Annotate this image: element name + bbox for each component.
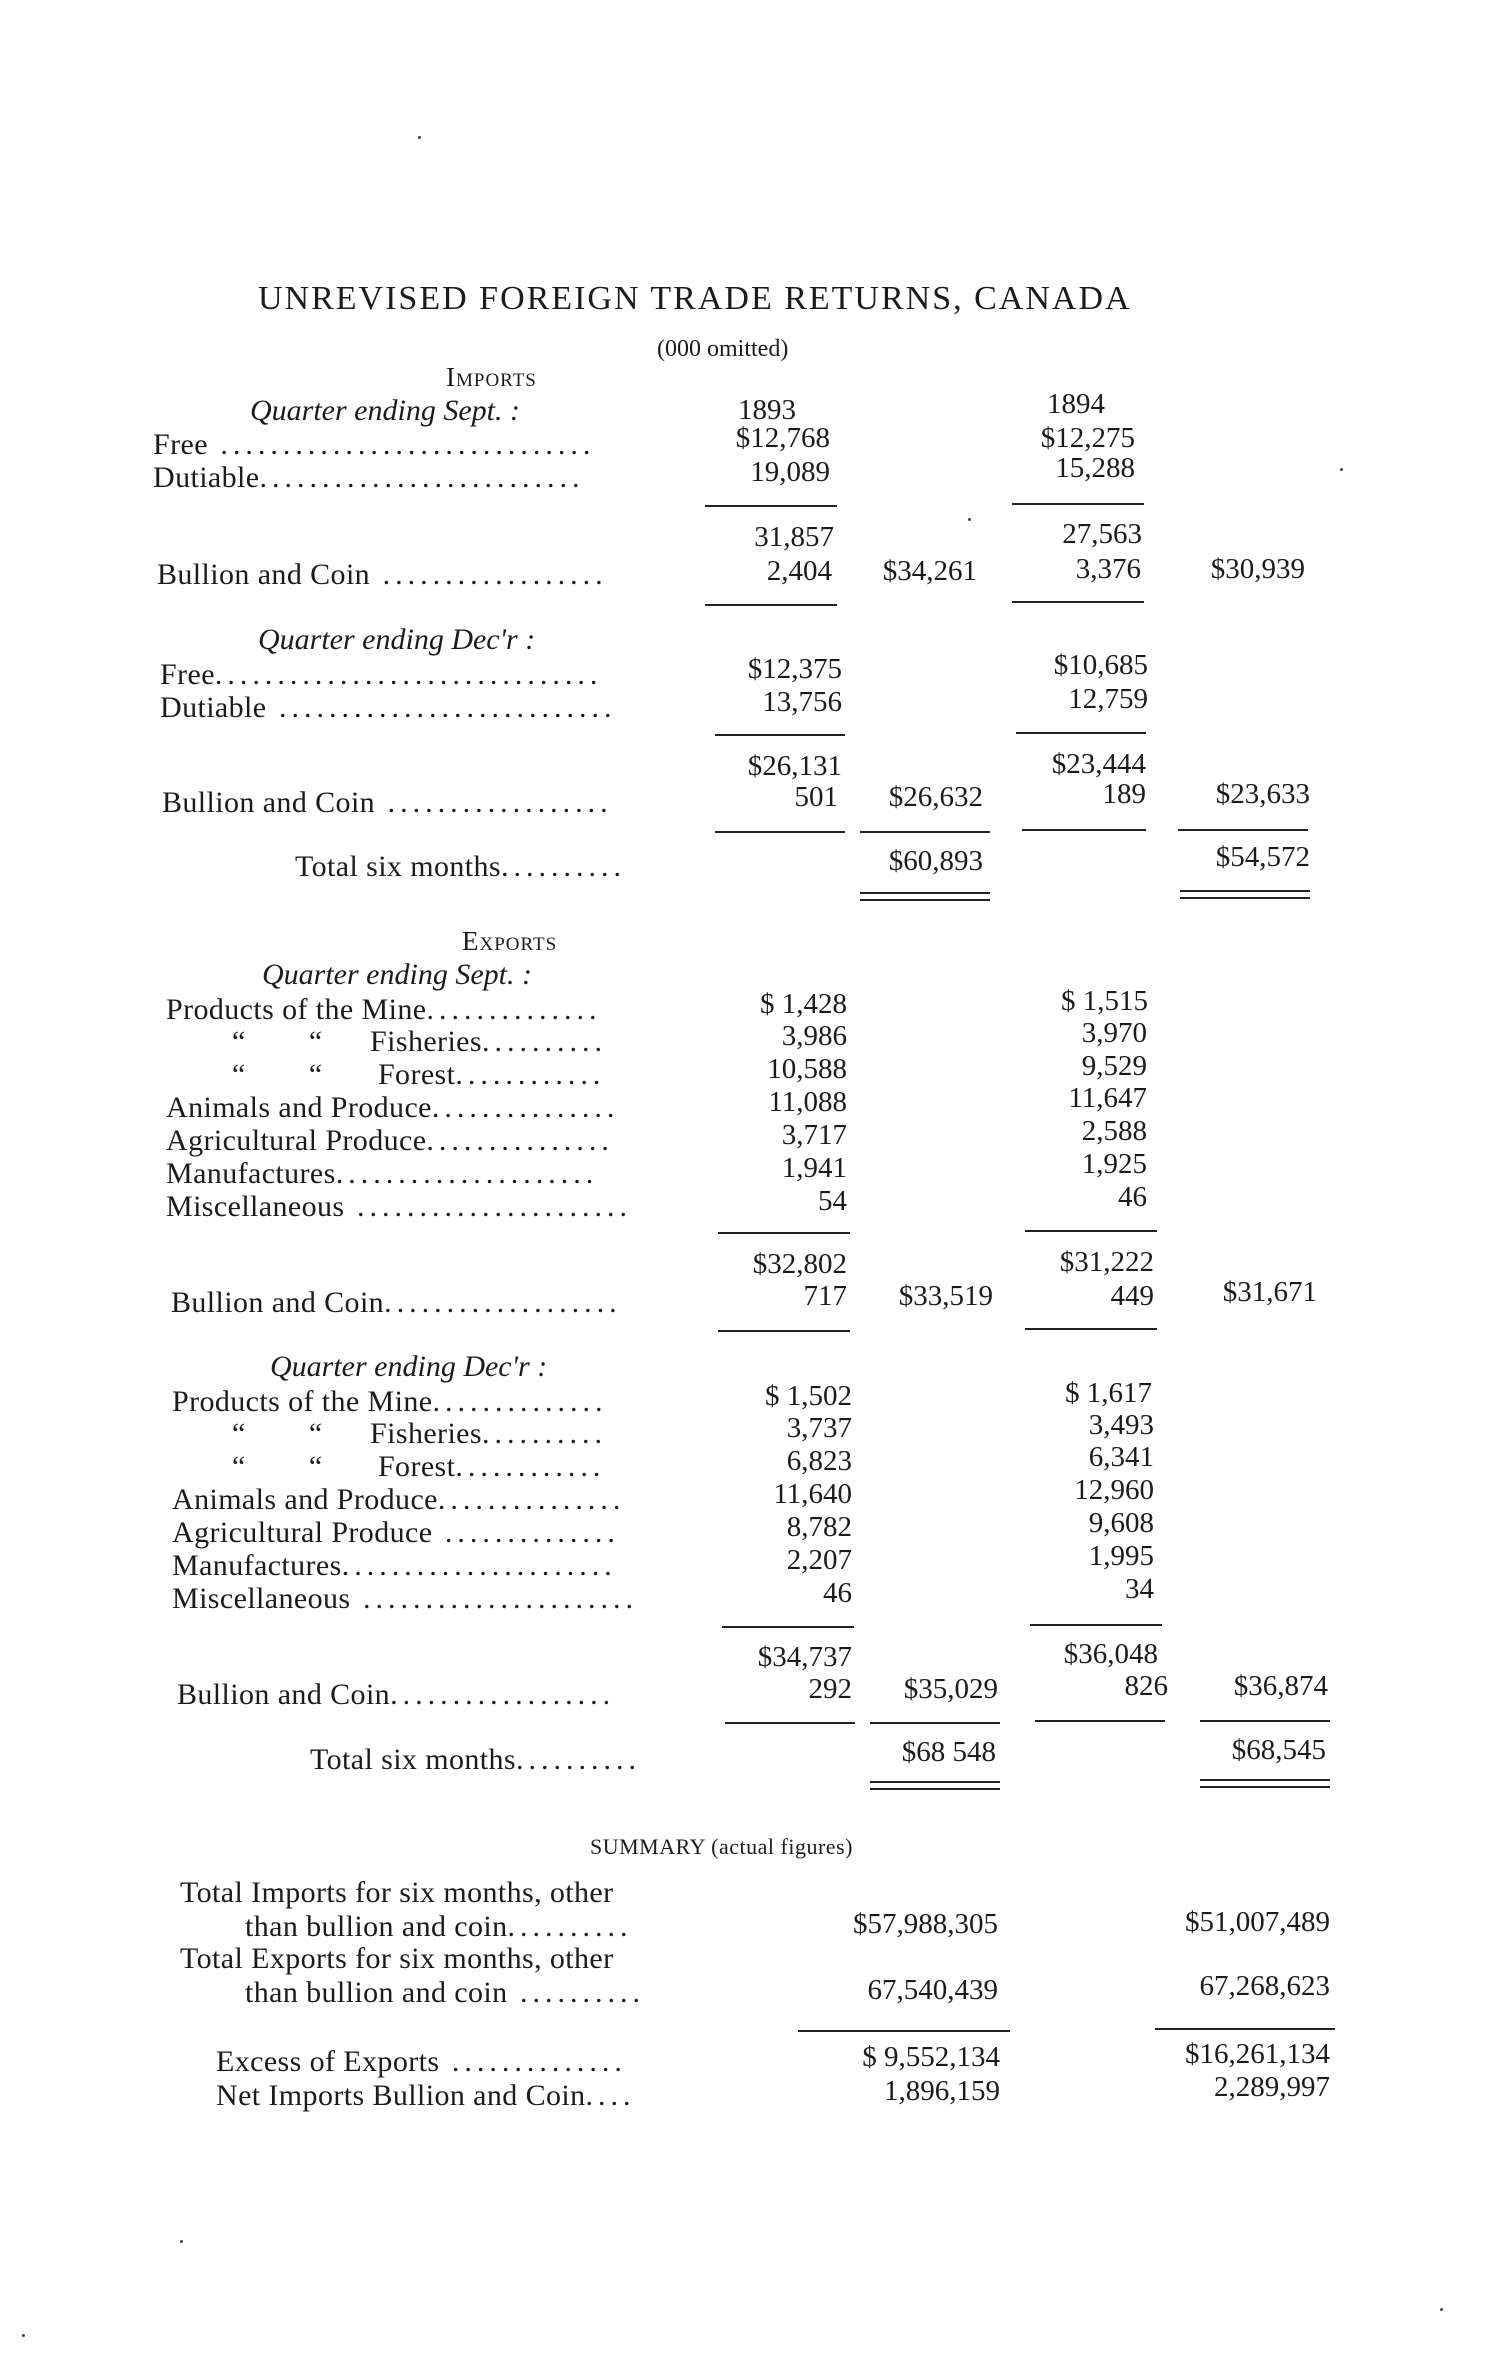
cell-1893: 1,941 — [781, 1152, 847, 1184]
cell-1894: 34 — [1125, 1573, 1154, 1605]
rule — [705, 604, 837, 606]
rule — [718, 1330, 850, 1332]
rule — [870, 1781, 1000, 1783]
paper-speck — [22, 2334, 25, 2337]
rule — [870, 1722, 1000, 1724]
cell-1893: 19,089 — [750, 456, 830, 488]
subtotal-1893: $34,737 — [757, 1641, 852, 1673]
row-label: Agricultural Produce............... — [166, 1124, 614, 1157]
exports-heading: Exports — [462, 926, 558, 956]
row-label: Products of the Mine.............. — [166, 993, 602, 1026]
rule — [1155, 2028, 1335, 2030]
bullion-1893: 292 — [808, 1673, 852, 1705]
rule — [1035, 1720, 1165, 1722]
rule — [722, 1626, 854, 1628]
row-label: “ “ Fisheries.......... — [232, 1025, 607, 1058]
units-note: (000 omitted) — [657, 336, 789, 362]
cell-1894: 11,647 — [1068, 1082, 1147, 1114]
row-label: Total six months.......... — [310, 1743, 641, 1776]
row-label: Total six months.......... — [295, 850, 626, 883]
subtotal-1893: $26,131 — [747, 750, 842, 782]
bullion-1893: 2,404 — [766, 555, 832, 587]
paper-speck — [968, 518, 971, 521]
summary-imports-label: Total Imports for six months, other — [180, 1876, 614, 1909]
cell-1893: 46 — [823, 1577, 852, 1609]
cell-1894: 12,960 — [1074, 1474, 1154, 1506]
total-1893: $35,029 — [903, 1673, 998, 1705]
rule — [725, 1722, 855, 1724]
cell-1894: $10,685 — [1053, 649, 1148, 681]
cell-1893: 3,717 — [781, 1119, 847, 1151]
cell-1893: 13,756 — [762, 686, 842, 718]
cell-1894: $ 1,617 — [1065, 1377, 1152, 1409]
cell-1893: 3,986 — [781, 1020, 847, 1052]
summary-imports-1894: $51,007,489 — [1185, 1906, 1330, 1938]
rule — [1016, 732, 1146, 734]
cell-1893: 11,640 — [773, 1478, 852, 1510]
cell-1893: 8,782 — [786, 1511, 852, 1543]
rule — [860, 892, 990, 894]
exports-dec-heading: Quarter ending Dec'r : — [270, 1350, 548, 1383]
rule — [860, 899, 990, 901]
cell-1893: 11,088 — [768, 1086, 847, 1118]
paper-speck — [418, 136, 421, 139]
rule — [1200, 1720, 1330, 1722]
rule — [1200, 1786, 1330, 1788]
cell-1894: 6,341 — [1088, 1441, 1154, 1473]
row-label: Bullion and Coin .................. — [157, 558, 608, 591]
row-label: Free .............................. — [153, 428, 596, 461]
summary-exports-label: Total Exports for six months, other — [180, 1942, 614, 1975]
rule — [1012, 601, 1144, 603]
summary-net-label: Net Imports Bullion and Coin.... — [216, 2079, 636, 2112]
subtotal-1894: $23,444 — [1051, 748, 1146, 780]
cell-1894: 3,970 — [1081, 1017, 1147, 1049]
row-label: Bullion and Coin.................. — [177, 1678, 616, 1711]
total-1894: $23,633 — [1215, 778, 1310, 810]
row-label: Dutiable ........................... — [160, 691, 617, 724]
rule — [715, 831, 845, 833]
cell-1894: 46 — [1118, 1181, 1147, 1213]
summary-heading: SUMMARY (actual figures) — [590, 1834, 853, 1859]
paper-speck — [1440, 2308, 1443, 2311]
rule — [1178, 829, 1308, 831]
row-label: Manufactures..................... — [166, 1157, 599, 1190]
rule — [718, 1232, 850, 1234]
page-title: UNREVISED FOREIGN TRADE RETURNS, CANADA — [258, 280, 1132, 317]
row-label: Animals and Produce............... — [166, 1091, 620, 1124]
rule — [860, 831, 990, 833]
row-label: Products of the Mine.............. — [172, 1385, 608, 1418]
subtotal-1894: $36,048 — [1063, 1638, 1158, 1670]
total-1893: $26,632 — [888, 781, 983, 813]
rule — [1025, 1328, 1157, 1330]
row-label: Bullion and Coin................... — [171, 1286, 622, 1319]
cell-1893: $ 1,502 — [765, 1380, 852, 1412]
row-label: Miscellaneous ...................... — [166, 1190, 632, 1223]
six-months-1893: $68 548 — [901, 1736, 996, 1768]
cell-1894: 15,288 — [1055, 452, 1135, 484]
year-1893: 1893 — [738, 394, 796, 426]
cell-1893: $12,768 — [735, 422, 830, 454]
row-label: Manufactures...................... — [172, 1549, 617, 1582]
row-label: “ “ Forest............ — [232, 1058, 606, 1091]
cell-1894: 3,493 — [1088, 1409, 1154, 1441]
row-label: Dutiable.......................... — [153, 461, 585, 494]
summary-imports-label-2: than bullion and coin.......... — [245, 1910, 633, 1943]
cell-1894: 2,588 — [1081, 1115, 1147, 1147]
paper-speck — [1340, 468, 1343, 471]
cell-1893: $ 1,428 — [760, 988, 847, 1020]
rule — [1025, 1230, 1157, 1232]
six-months-1893: $60,893 — [888, 845, 983, 877]
rule — [798, 2030, 1010, 2032]
summary-exports-1893: 67,540,439 — [867, 1974, 998, 2006]
summary-net-1894: 2,289,997 — [1214, 2071, 1330, 2103]
summary-excess-1894: $16,261,134 — [1185, 2038, 1330, 2070]
row-label: Agricultural Produce .............. — [172, 1516, 620, 1549]
cell-1894: 9,529 — [1081, 1050, 1147, 1082]
total-1893: $34,261 — [882, 555, 977, 587]
cell-1893: 10,588 — [767, 1053, 847, 1085]
six-months-1894: $68,545 — [1231, 1734, 1326, 1766]
total-1894: $31,671 — [1222, 1276, 1317, 1308]
rule — [1180, 890, 1310, 892]
cell-1894: $ 1,515 — [1061, 985, 1148, 1017]
imports-heading: Imports — [446, 362, 537, 392]
imports-sept-heading: Quarter ending Sept. : — [250, 394, 520, 427]
total-1894: $36,874 — [1233, 1670, 1328, 1702]
summary-imports-1893: $57,988,305 — [853, 1908, 998, 1940]
rule — [1012, 503, 1144, 505]
cell-1893: $12,375 — [747, 653, 842, 685]
summary-exports-1894: 67,268,623 — [1199, 1970, 1330, 2002]
bullion-1894: 189 — [1102, 778, 1146, 810]
row-label: “ “ Forest............ — [232, 1450, 606, 1483]
cell-1894: 12,759 — [1068, 683, 1148, 715]
rule — [870, 1788, 1000, 1790]
rule — [1200, 1779, 1330, 1781]
subtotal-1893: $32,802 — [752, 1248, 847, 1280]
total-1893: $33,519 — [898, 1280, 993, 1312]
bullion-1893: 717 — [803, 1280, 847, 1312]
summary-excess-1893: $ 9,552,134 — [862, 2041, 1000, 2073]
rule — [1180, 897, 1310, 899]
summary-net-1893: 1,896,159 — [884, 2075, 1000, 2107]
rule — [1030, 1624, 1162, 1626]
total-1894: $30,939 — [1210, 553, 1305, 585]
bullion-1894: 449 — [1110, 1280, 1154, 1312]
cell-1894: 9,608 — [1088, 1507, 1154, 1539]
cell-1893: 2,207 — [786, 1544, 852, 1576]
exports-sept-heading: Quarter ending Sept. : — [262, 958, 532, 991]
row-label: Miscellaneous ...................... — [172, 1582, 638, 1615]
summary-exports-label-2: than bullion and coin .......... — [245, 1976, 646, 2009]
row-label: Free............................... — [160, 658, 603, 691]
bullion-1894: 3,376 — [1075, 553, 1141, 585]
imports-dec-heading: Quarter ending Dec'r : — [258, 623, 536, 656]
row-label: Animals and Produce............... — [172, 1483, 626, 1516]
subtotal-1894: $31,222 — [1059, 1246, 1154, 1278]
cell-1893: 3,737 — [786, 1412, 852, 1444]
cell-1894: 1,995 — [1088, 1540, 1154, 1572]
subtotal-1893: 31,857 — [754, 521, 834, 553]
row-label: Bullion and Coin .................. — [162, 786, 613, 819]
subtotal-1894: 27,563 — [1062, 518, 1142, 550]
cell-1893: 6,823 — [786, 1445, 852, 1477]
six-months-1894: $54,572 — [1215, 841, 1310, 873]
rule — [715, 734, 845, 736]
year-1894: 1894 — [1047, 388, 1105, 420]
rule — [705, 505, 837, 507]
summary-excess-label: Excess of Exports .............. — [216, 2045, 627, 2078]
cell-1894: 1,925 — [1081, 1148, 1147, 1180]
bullion-1893: 501 — [794, 781, 838, 813]
cell-1893: 54 — [818, 1185, 847, 1217]
bullion-1894: 826 — [1124, 1670, 1168, 1702]
paper-speck — [180, 2240, 183, 2243]
row-label: “ “ Fisheries.......... — [232, 1417, 607, 1450]
rule — [1022, 829, 1146, 831]
cell-1894: $12,275 — [1040, 422, 1135, 454]
